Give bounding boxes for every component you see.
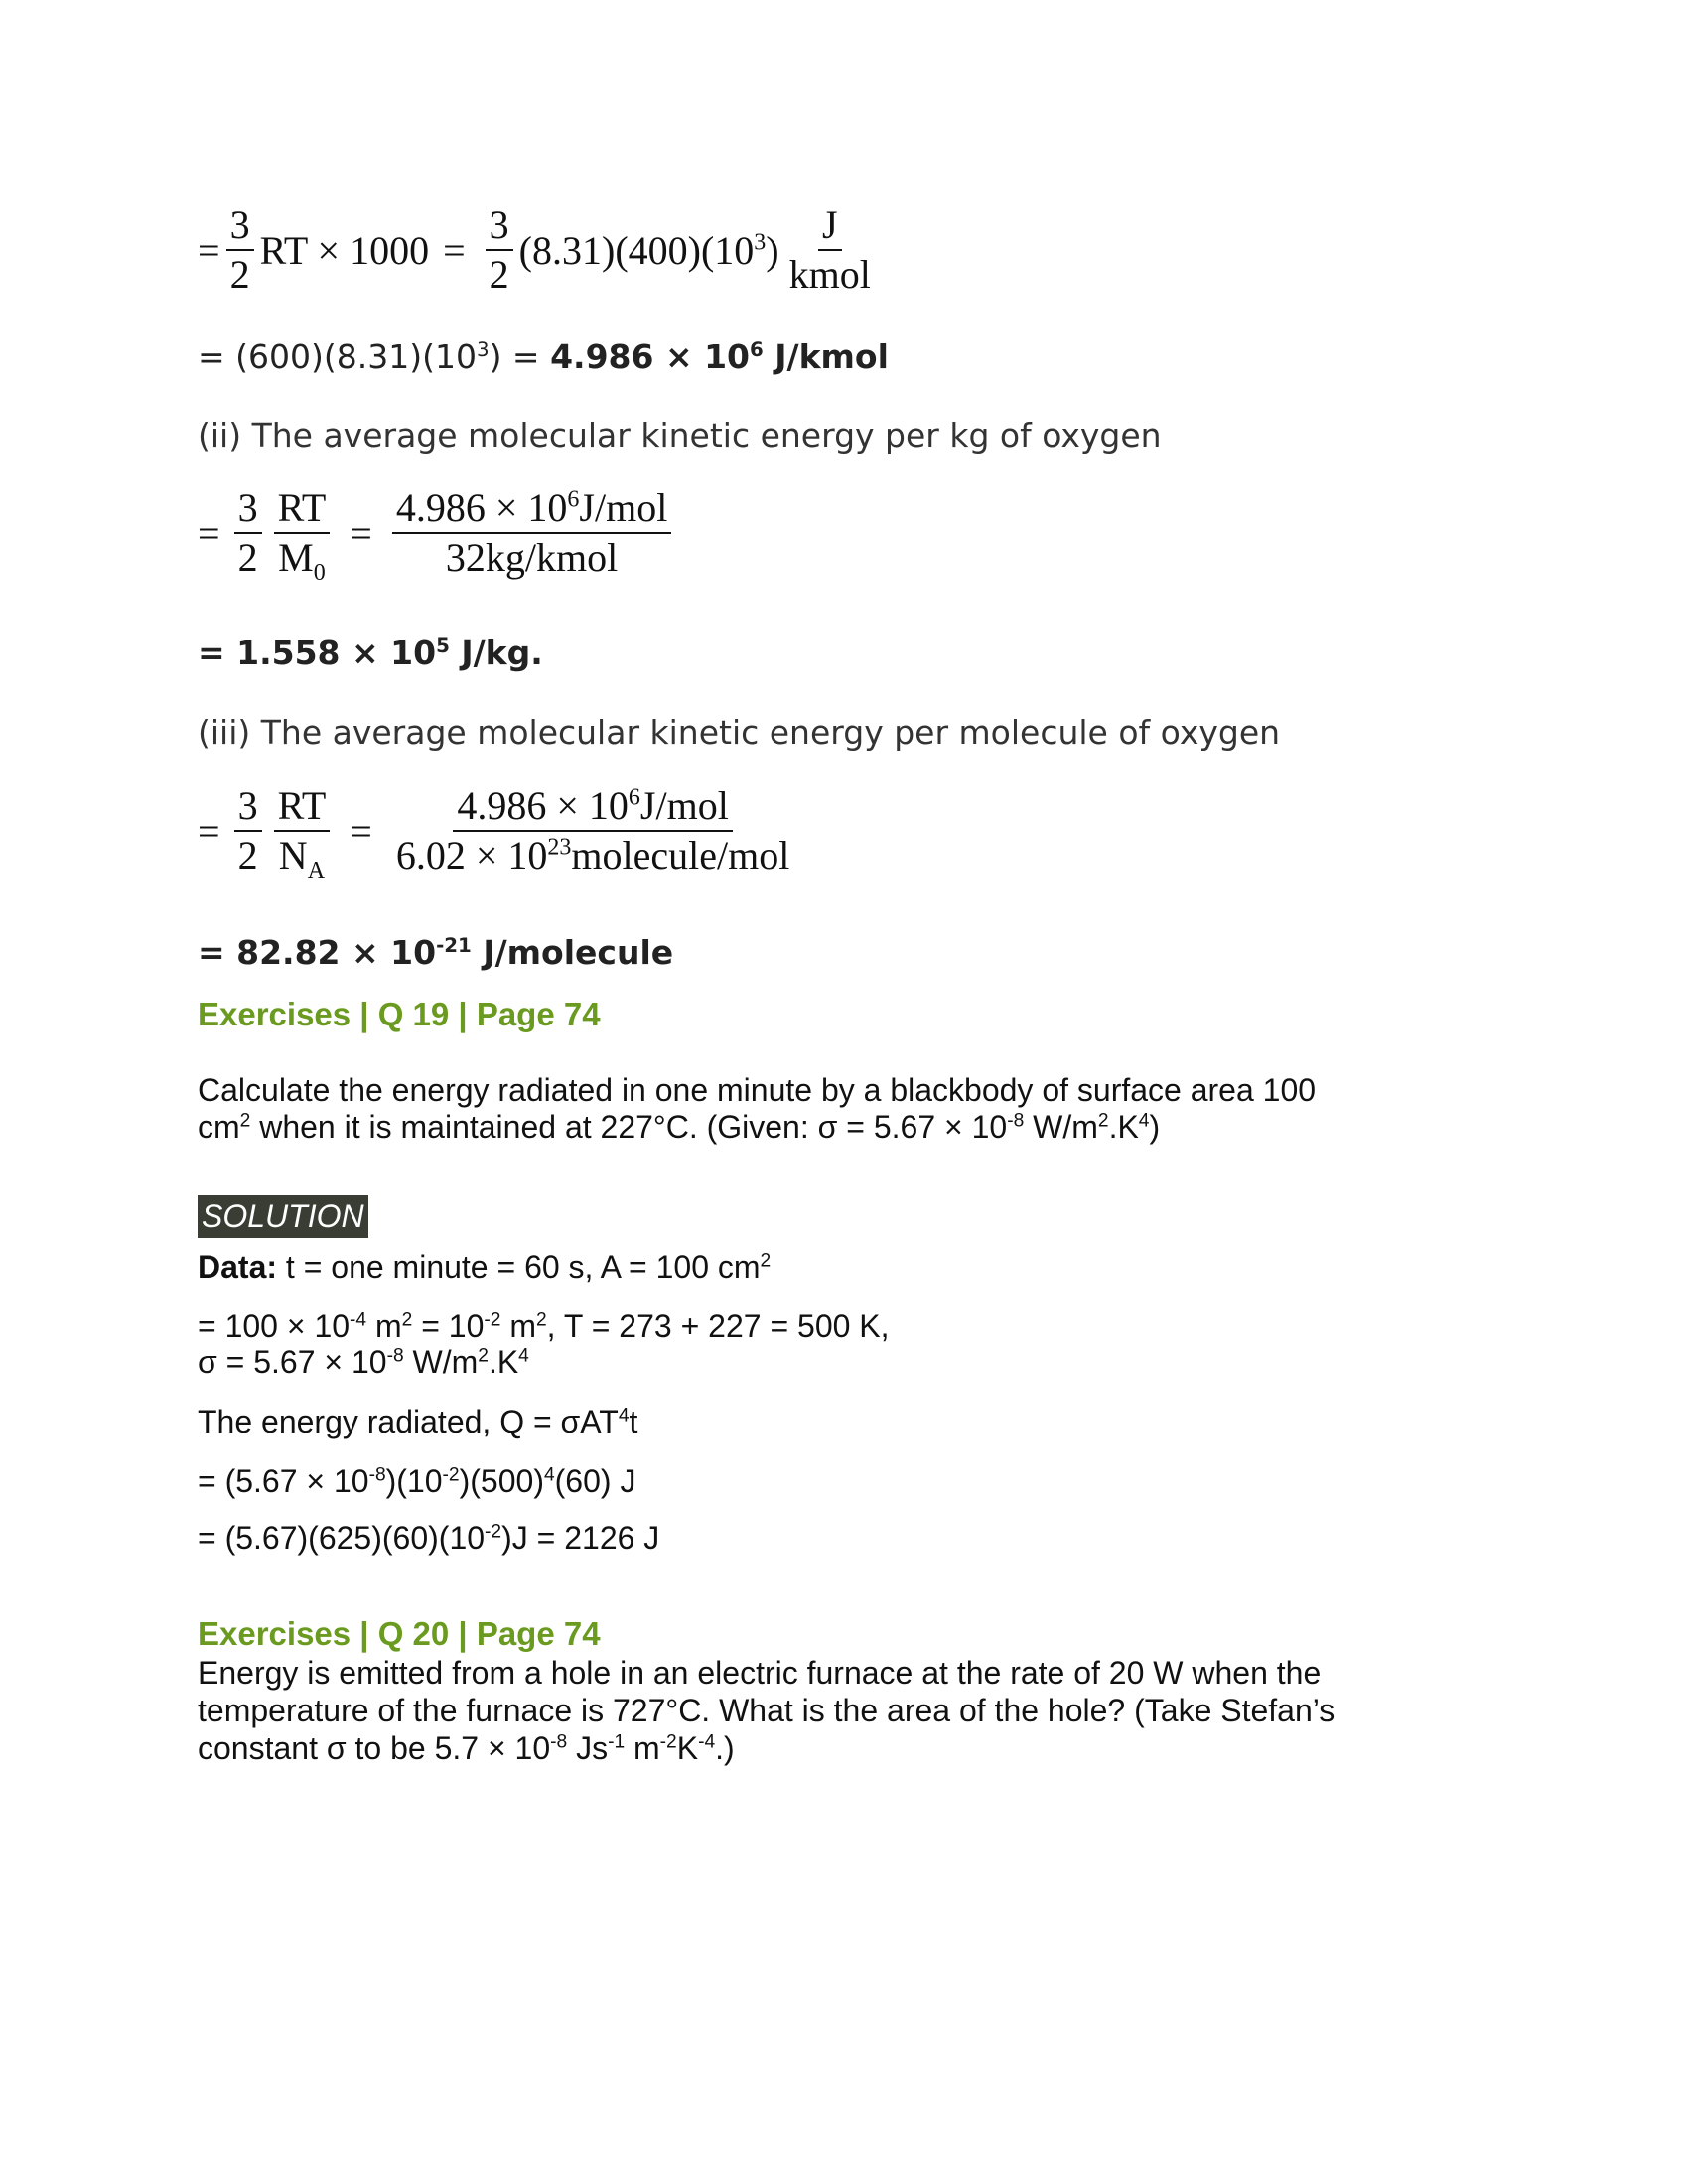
- q19-answer-line: = $(5.67)(625)(60)(10^{-2})J = 2126$ J: [198, 1520, 660, 1556]
- q20-heading: Exercises | Q 20 | Page 74: [198, 1615, 601, 1652]
- q19-formula-line: The energy radiated, Q = σAT$^4$t: [198, 1404, 638, 1439]
- q20-question-line2: temperature of the furnace is 727°C. What is the area of the hole? (Take Stefan’s: [198, 1693, 1336, 1728]
- fraction-rt-over-na: $\frac{RT}{N_A}$: [274, 784, 331, 878]
- part-iii-label: (iii) The average molecular kinetic energy per molecule of oxygen: [198, 713, 1281, 751]
- q19-question-line1: Calculate the energy radiated in one minute by a blackbody of surface area 100: [198, 1072, 1317, 1108]
- result-per-kmol: = $(600)(8.31)(10^3) = 4.986 \times 10^6$ J/kmol: [198, 338, 889, 376]
- q19-question: [198, 1072, 1316, 1146]
- fraction-three-halves: $\frac{3}{2}$: [226, 204, 254, 297]
- equation-per-molecule: [198, 783, 799, 884]
- q19-question-line2: $cm^2$ when it is maintained at 227°C. (Given: $\sigma = 5.67 \times 10^{-8}$ $W/m^2.K^4$): [198, 1109, 1161, 1145]
- equals-sign: =: [198, 808, 220, 854]
- fraction-three-halves: $\frac{3}{2}$: [234, 784, 262, 878]
- q19-data-line: Data: t = one minute = 60 s, A = 100 $cm^2$: [198, 1249, 772, 1285]
- equals-sign: =: [198, 227, 220, 273]
- term-values: $(8.31)(400)(10^3)$: [518, 227, 779, 273]
- fraction-energy-over-avogadro: $\frac{4.986 \times 10^6J/mol}{6.02 \times 10^{23}molecule/mol}$: [395, 783, 790, 878]
- fraction-rt-over-m0: $\frac{RT}{M_0}$: [274, 486, 331, 580]
- part-ii-label: (ii) The average molecular kinetic energy per kg of oxygen: [198, 416, 1162, 455]
- q20-question: [198, 1654, 1335, 1767]
- equation-per-kg: [198, 485, 677, 586]
- fraction-three-halves: $\frac{3}{2}$: [486, 204, 513, 297]
- q19-substitution-line: = $(5.67 \times 10^{-8})(10^{-2})(500)^4(60)$ J: [198, 1463, 636, 1499]
- q20-question-line3: constant σ to be $5.7 \times 10^{-8}$ $Js^{-1}$ $m^{-2}K^{-4}$.): [198, 1730, 735, 1766]
- q19-sigma-line: $\sigma = 5.67 \times 10^{-8}$ $W/m^2.K^4$: [198, 1344, 529, 1380]
- equation-kinetic-energy-per-kmol: [198, 204, 881, 297]
- solution-badge: SOLUTION: [198, 1195, 368, 1238]
- data-label: Data:: [198, 1249, 278, 1285]
- q20-question-line1: Energy is emitted from a hole in an electric furnace at the rate of 20 W when the: [198, 1655, 1322, 1691]
- equals-sign: =: [350, 510, 372, 556]
- result-value: $4.986 \times 10^6$ J/kmol: [550, 338, 889, 376]
- q19-area-temperature-line: = $100 \times 10^{-4}$ $m^2 = 10^{-2}$ $m^2$, T = 273 + 227 = 500 K,: [198, 1308, 890, 1344]
- fraction-energy-over-molar-mass: $\frac{4.986 \times 10^6J/mol}{\text{32kg/kmol}}$: [392, 486, 671, 580]
- q19-heading: Exercises | Q 19 | Page 74: [198, 996, 601, 1032]
- equals-sign: =: [198, 510, 220, 556]
- fraction-unit: $\frac{J}{\text{kmol}}$: [788, 203, 871, 297]
- equals-sign: =: [443, 227, 466, 273]
- term-rt-times-1000: RT × 1000: [259, 227, 430, 273]
- fraction-three-halves: $\frac{3}{2}$: [234, 486, 262, 580]
- equals-sign: =: [350, 808, 372, 854]
- result-per-molecule: = $82.82 \times 10^{-21}$ J/molecule: [198, 933, 674, 972]
- result-per-kg: = $1.558 \times 10^5$ J/kg.: [198, 633, 543, 672]
